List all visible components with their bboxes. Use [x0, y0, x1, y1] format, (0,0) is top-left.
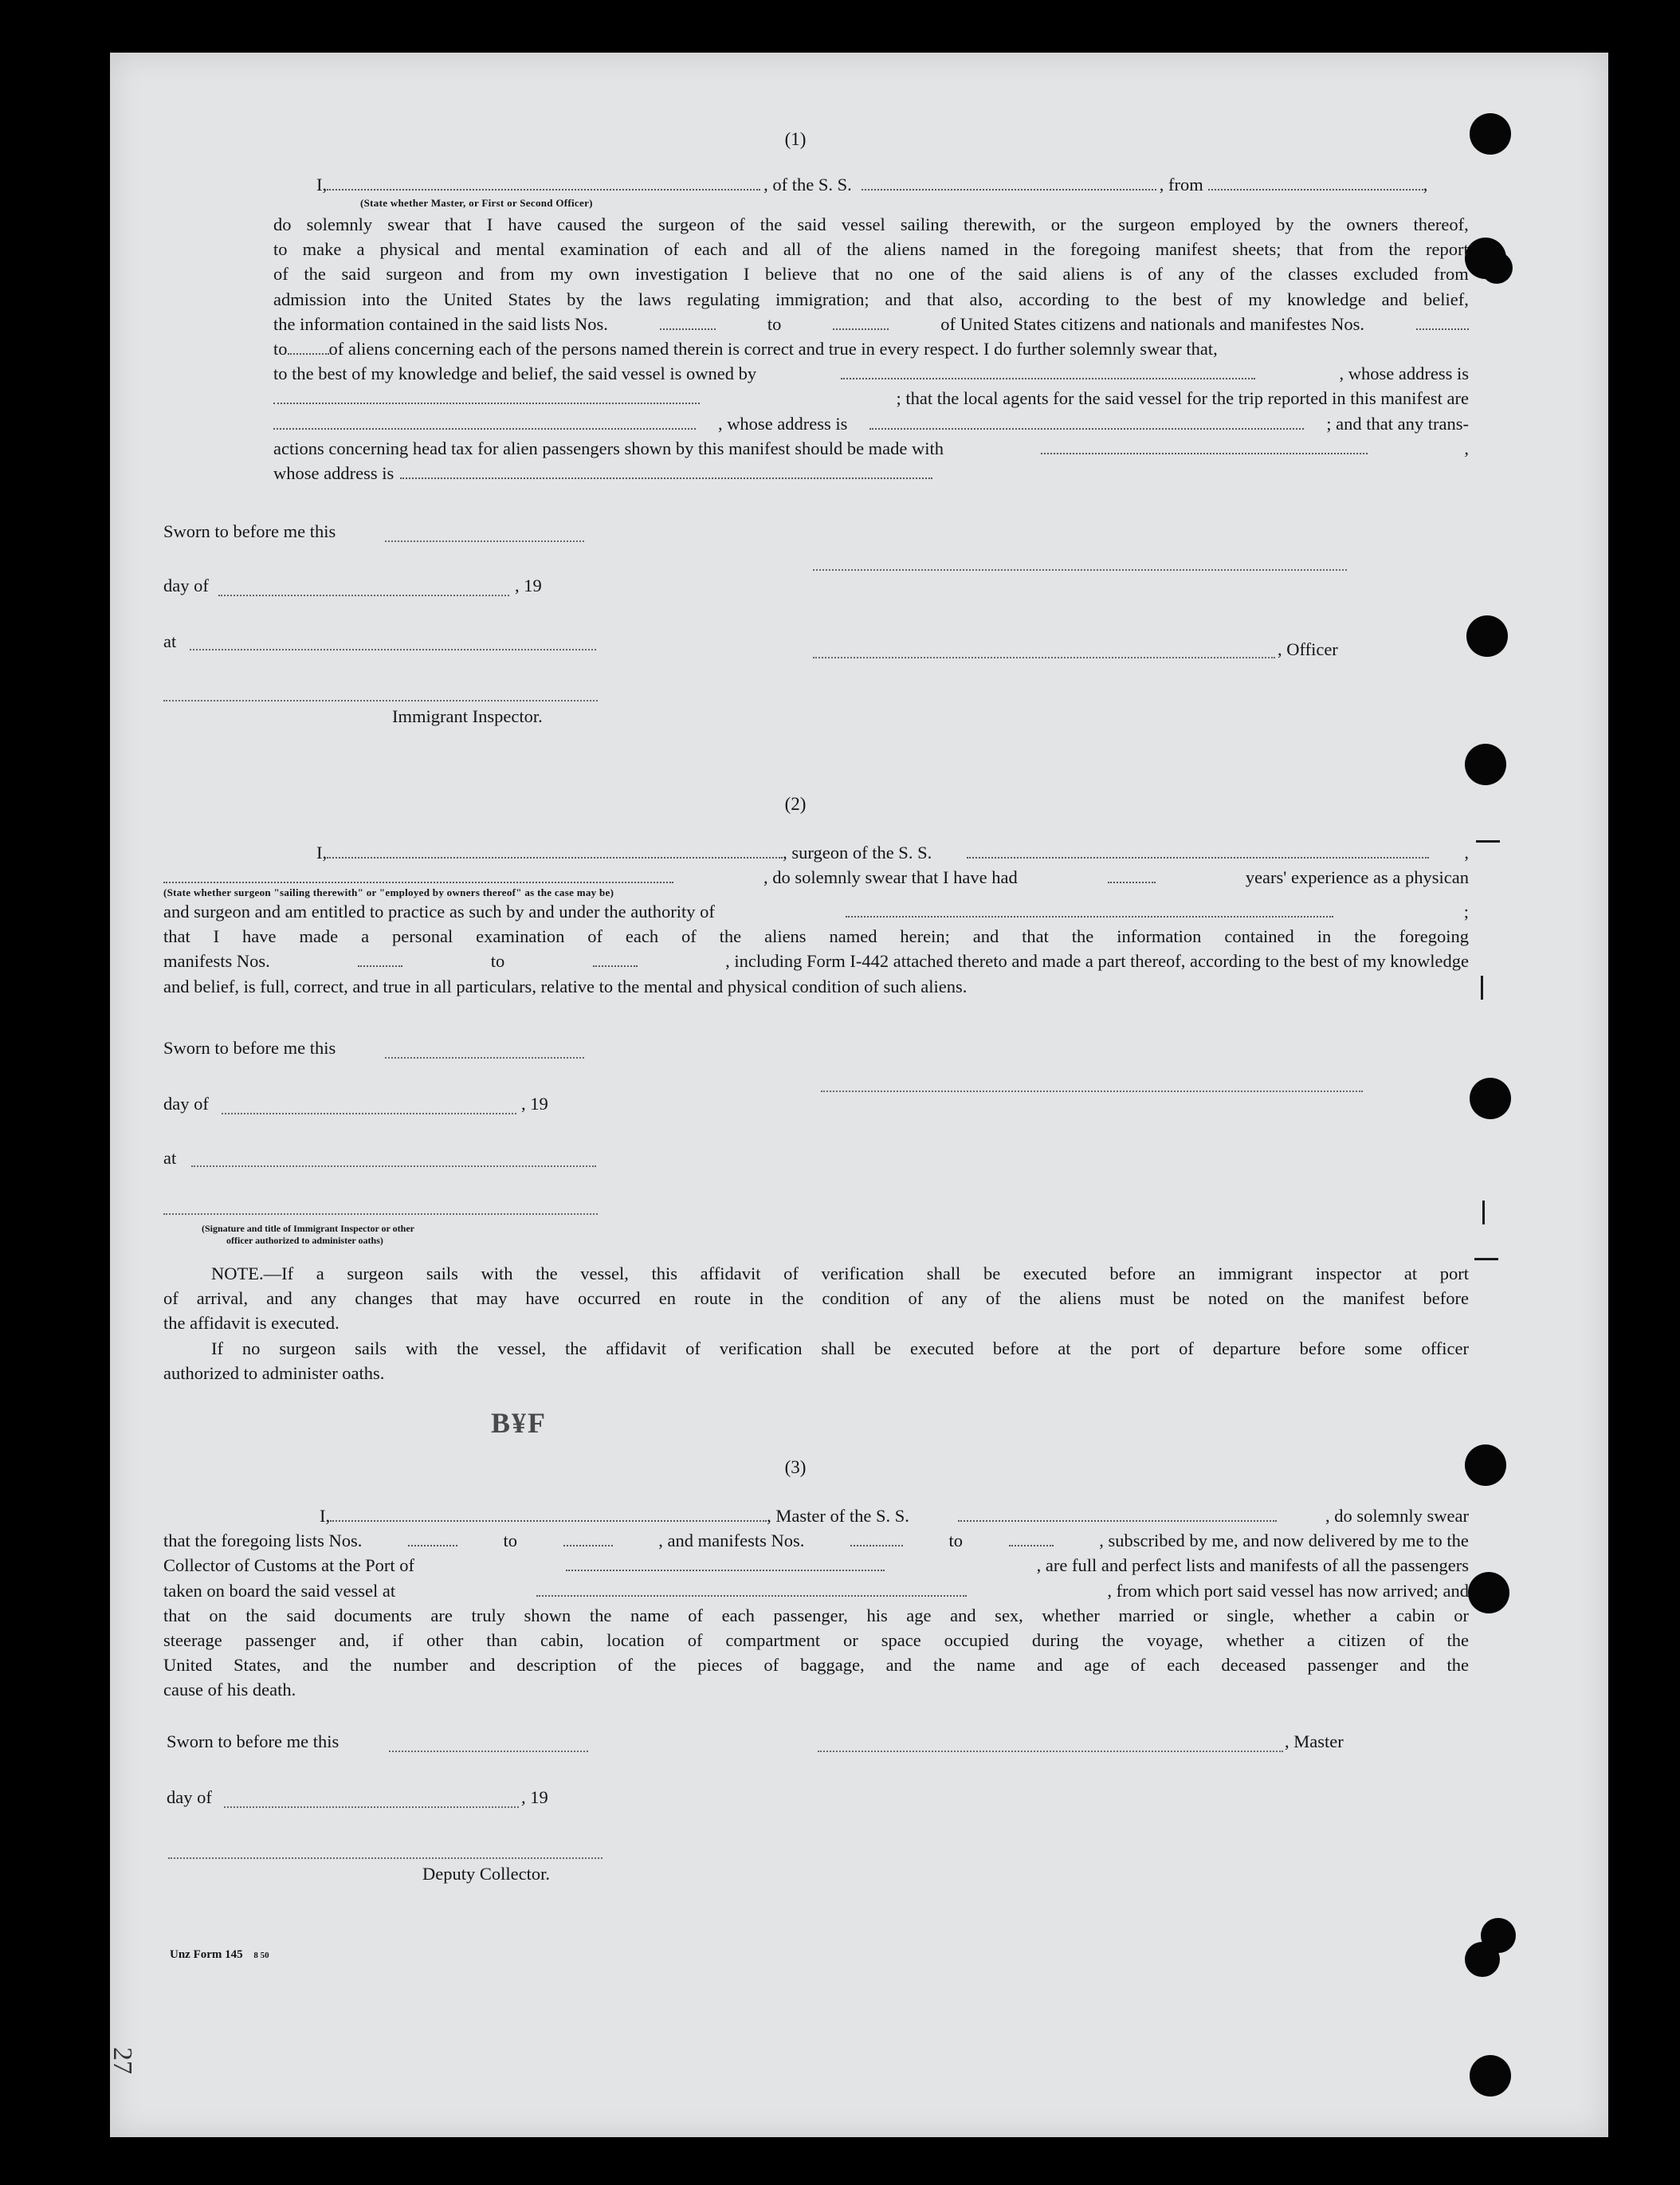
- s1-word: each: [693, 239, 728, 260]
- punch-hole: [1470, 1078, 1511, 1119]
- s3-sworn-label: Sworn to before me this: [167, 1731, 340, 1751]
- s1-word: do: [273, 214, 292, 234]
- s1-sworn-label: Sworn to before me this: [163, 521, 336, 541]
- s1-officer-title-field[interactable]: [813, 657, 1275, 658]
- s1-word: of: [1217, 289, 1233, 309]
- s2-day-field[interactable]: [222, 1113, 516, 1114]
- s1-word: from: [1338, 239, 1374, 260]
- s3-line-7: United States, and the number and description of the pieces of baggage, and the name and age of each deceased passenger and the: [163, 1655, 1469, 1676]
- s1-word: the: [1250, 264, 1273, 285]
- margin-tick: [1482, 1201, 1485, 1224]
- s2-ship-field[interactable]: [967, 852, 1429, 859]
- s1-ss-label: , of the S. S.: [763, 175, 852, 195]
- s1-word: belief,: [1423, 289, 1469, 309]
- s1-word: examination: [559, 239, 649, 260]
- s1-word: a: [356, 239, 365, 260]
- s1-word: in: [1003, 239, 1019, 260]
- s1-at-field[interactable]: [190, 649, 596, 650]
- form-page: [110, 53, 1608, 2137]
- s2-at-field[interactable]: [191, 1165, 596, 1167]
- s3-day-field[interactable]: [224, 1806, 519, 1808]
- s1-word: my: [550, 264, 574, 285]
- s1-word: investigation: [634, 264, 728, 285]
- s3-port-label: Collector of Customs at the Port of: [163, 1555, 414, 1576]
- s1-word: aliens: [884, 239, 926, 260]
- s3-line-8: cause of his death.: [163, 1680, 296, 1700]
- s1-word: the: [304, 264, 326, 285]
- s1-word: foregoing: [1070, 239, 1140, 260]
- s1-word: knowledge: [1287, 289, 1366, 309]
- s1-word: said: [1018, 264, 1047, 285]
- s1-word: employed: [1190, 214, 1261, 234]
- s3-lists-from-field[interactable]: [408, 1540, 457, 1546]
- s1-word: thereof,: [1413, 214, 1469, 234]
- s2-manifests-label: manifests Nos.: [163, 951, 270, 972]
- s1-word: named: [940, 239, 989, 260]
- s2-surgeon-label: , surgeon of the S. S.: [783, 843, 932, 863]
- note-line-2: of arrival, and any changes that may have occurred en route in the condition of any of the aliens must be noted on the manifest before: [163, 1288, 1469, 1309]
- s3-ship-field[interactable]: [958, 1515, 1277, 1522]
- s1-word: sailing: [900, 214, 948, 234]
- s1-day-field[interactable]: [218, 595, 509, 596]
- manifests-to-field[interactable]: [288, 348, 329, 355]
- s1-inspector-label: Immigrant Inspector.: [392, 706, 543, 726]
- s1-word: immigration;: [775, 289, 869, 309]
- s1-word: by: [567, 289, 585, 309]
- s3-dayof-label: day of: [167, 1787, 212, 1807]
- s3-board-label: taken on board the said vessel at: [163, 1580, 396, 1601]
- s3-i-label: I,: [320, 1506, 331, 1526]
- note-line-5: authorized to administer oaths.: [163, 1362, 385, 1383]
- s1-word: swear: [387, 214, 430, 234]
- s1-word: regulating: [687, 289, 760, 309]
- owner-field[interactable]: [841, 373, 1255, 379]
- note-block: [163, 1261, 1469, 1385]
- s1-officer-signature-field[interactable]: [813, 569, 1347, 571]
- punch-hole: [1466, 615, 1508, 657]
- officer-note: (State whether Master, or First or Second Officer): [360, 197, 593, 209]
- s1-word: that: [926, 289, 954, 309]
- s1-word: caused: [556, 214, 606, 234]
- section-2-number: (2): [784, 794, 807, 814]
- s2-line-6: and belief, is full, correct, and true in all particulars, relative to the mental and physical condition of such aliens.: [163, 976, 968, 996]
- s1-line: [273, 287, 1469, 312]
- headtax-address-field[interactable]: [400, 473, 932, 479]
- s1-word: aliens: [1062, 264, 1105, 285]
- manifests-from-field[interactable]: [1416, 324, 1469, 330]
- lists-from-field[interactable]: [660, 324, 716, 330]
- s2-dayof-label: day of: [163, 1094, 209, 1114]
- s1-word: the: [600, 289, 623, 309]
- s1-word: and: [454, 239, 481, 260]
- headtax-agent-field[interactable]: [1041, 448, 1368, 454]
- s1-word: sheets;: [1232, 239, 1282, 260]
- s1-word: and: [742, 239, 768, 260]
- s2-form-text: , including Form I-442 attached thereto and made a part thereof, according to the best of my knowledge: [725, 951, 1469, 972]
- s1-word: mental: [496, 239, 545, 260]
- s1-word: therewith,: [964, 214, 1036, 234]
- s1-lists-text: the information contained in the said lists Nos.: [273, 313, 608, 334]
- s2-inspector-signature-field[interactable]: [163, 1213, 598, 1215]
- s1-word: or: [1050, 214, 1066, 234]
- s1-word: from: [499, 264, 535, 285]
- s1-word: of: [273, 264, 289, 285]
- s1-word: own: [588, 264, 620, 285]
- s3-port-field[interactable]: [566, 1565, 885, 1571]
- s3-line-6: steerage passenger and, if other than cabin, location of compartment or space occupied during the voyage, whether a citizen of the: [163, 1629, 1469, 1650]
- s1-word: best: [1172, 289, 1202, 309]
- s1-to: to: [767, 313, 782, 334]
- s2-sworn-label: Sworn to before me this: [163, 1038, 336, 1058]
- s2-authority-text: and surgeon and am entitled to practice as such by and under the authority of: [163, 902, 715, 922]
- surgeon-status-field[interactable]: [163, 877, 673, 883]
- s1-word: that: [832, 264, 860, 285]
- master-name-field[interactable]: [330, 1515, 767, 1522]
- s2-signature-note-1: (Signature and title of Immigrant Inspector or other: [202, 1223, 414, 1234]
- s3-collector-label: Deputy Collector.: [422, 1864, 550, 1884]
- s2-at-label: at: [163, 1148, 177, 1168]
- s1-word: surgeon: [657, 214, 715, 234]
- s1-word: classes: [1288, 264, 1338, 285]
- s1-word: and: [1381, 289, 1408, 309]
- officer-name-field[interactable]: [327, 184, 760, 191]
- s1-trans-text: ; and that any trans-: [1326, 413, 1469, 434]
- s2-year-label: , 19: [521, 1094, 548, 1114]
- punch-hole: [1470, 2055, 1511, 2097]
- s1-word: the: [1309, 214, 1332, 234]
- s1-word: of: [1219, 264, 1235, 285]
- s1-sworn-date-field[interactable]: [385, 540, 584, 542]
- authority-field[interactable]: [846, 911, 1333, 918]
- s1-word: make: [302, 239, 342, 260]
- margin-number: 27: [108, 2047, 137, 2074]
- s1-word: solemnly: [306, 214, 373, 234]
- note-line-3: the affidavit is executed.: [163, 1313, 340, 1334]
- s1-word: the: [846, 239, 869, 260]
- s1-word: admission: [273, 289, 347, 309]
- s1-word: of: [950, 264, 965, 285]
- s3-to-2: to: [948, 1531, 964, 1551]
- s2-surgeon-signature-field[interactable]: [821, 1091, 1363, 1092]
- s1-word: of: [816, 239, 832, 260]
- s1-word: to: [1105, 289, 1120, 309]
- note-line-1: NOTE.—If a surgeon sails with the vessel, this affidavit of verification shall be executed before an immigrant inspector at port: [211, 1263, 1469, 1283]
- punch-hole: [1481, 252, 1513, 284]
- margin-tick: [1474, 1258, 1498, 1260]
- s1-dayof-label: day of: [163, 576, 209, 595]
- s1-year-label: , 19: [515, 576, 542, 595]
- form-number: Unz Form 145: [170, 1948, 243, 1961]
- s3-manifests-to-field[interactable]: [1009, 1540, 1054, 1546]
- s2-comma: ,: [1464, 843, 1469, 863]
- s3-line-5: that on the said documents are truly shown the name of each passenger, his age and sex, whether married or single, whether a cabin or: [163, 1605, 1469, 1625]
- s2-swear-text: , do solemnly swear that I have had: [763, 867, 1018, 888]
- s1-owned-text: to the best of my knowledge and belief, the said vessel is owned by: [273, 364, 757, 384]
- s3-lists-label: that the foregoing lists Nos.: [163, 1531, 363, 1551]
- s1-from-label: , from: [1159, 175, 1203, 195]
- s1-word: owners: [1346, 214, 1399, 234]
- ship-name-field[interactable]: [862, 184, 1156, 191]
- s1-line: [273, 261, 1469, 286]
- s1-at-label: at: [163, 631, 177, 651]
- form-id: [170, 1948, 269, 1962]
- s1-citizens-text: of United States citizens and nationals and manifestes Nos.: [940, 313, 1365, 334]
- punch-hole: [1470, 113, 1511, 155]
- s1-word: one: [909, 264, 935, 285]
- s1-inspector-signature-field[interactable]: [163, 700, 598, 701]
- ink-stamp: B¥F: [491, 1407, 548, 1439]
- s1-i-label: I,: [316, 175, 328, 195]
- lists-to-field[interactable]: [833, 324, 889, 330]
- s1-word: vessel: [841, 214, 885, 234]
- section-1-number: (1): [784, 129, 807, 149]
- s1-word: believe: [764, 264, 817, 285]
- s3-manifests-label: , and manifests Nos.: [658, 1531, 805, 1551]
- s1-word: have: [508, 214, 542, 234]
- s3-subscribed-text: , subscribed by me, and now delivered by me to the: [1099, 1531, 1469, 1551]
- s3-collector-signature-field[interactable]: [168, 1857, 603, 1859]
- s2-years-text: years' experience as a physican: [1245, 867, 1469, 888]
- punch-hole: [1465, 1444, 1506, 1486]
- s1-word: of: [1148, 264, 1163, 285]
- s1-line: [273, 212, 1469, 237]
- s1-word: according: [1019, 289, 1089, 309]
- s1-word: any: [1178, 264, 1205, 285]
- s1-whose-address: whose address is: [273, 462, 394, 483]
- s1-agents-text: ; that the local agents for the said vessel for the trip reported in this manifest are: [896, 388, 1469, 409]
- s1-word: physical: [379, 239, 440, 260]
- s1-word: the: [621, 214, 643, 234]
- s1-word: my: [1248, 289, 1272, 309]
- s1-agents-address-label: , whose address is: [717, 413, 848, 434]
- s3-master-label-sig: , Master: [1285, 1731, 1344, 1751]
- s1-line: [273, 237, 1469, 261]
- s1-word: also,: [969, 289, 1003, 309]
- s3-lists-to-field[interactable]: [563, 1540, 613, 1546]
- s1-word: that: [1296, 239, 1324, 260]
- s1-word: surgeon: [386, 264, 443, 285]
- s1-word: laws: [638, 289, 672, 309]
- s2-semicolon: ;: [1463, 902, 1469, 922]
- departure-port-field[interactable]: [1208, 184, 1423, 191]
- s3-master-label: , Master of the S. S.: [767, 1506, 909, 1526]
- s1-word: manifest: [1155, 239, 1218, 260]
- form-date: 8 50: [253, 1951, 269, 1960]
- s1-word: by: [1276, 214, 1294, 234]
- surgeon-name-field[interactable]: [327, 852, 783, 859]
- s1-word: the: [406, 289, 428, 309]
- s1-aliens-text: of aliens concerning each of the persons named therein is correct and true in every respect. I do further solemnly swear that,: [328, 338, 1218, 359]
- s1-word: said: [797, 214, 826, 234]
- s1-word: said: [341, 264, 371, 285]
- s3-master-signature-field[interactable]: [818, 1751, 1283, 1752]
- s2-sworn-date-field[interactable]: [385, 1057, 584, 1059]
- s3-year-label: , 19: [521, 1787, 548, 1807]
- s3-embark-port-field[interactable]: [536, 1590, 967, 1597]
- s1-word: from: [1434, 264, 1469, 285]
- agents-field[interactable]: [273, 423, 696, 430]
- s1-word: surgeon: [1118, 214, 1176, 234]
- s1-word: the: [1033, 239, 1055, 260]
- s1-word: the: [1135, 289, 1157, 309]
- s2-to: to: [490, 951, 505, 972]
- margin-tick: [1481, 976, 1483, 1000]
- s1-word: I: [743, 264, 750, 285]
- s1-to-2: to: [273, 338, 288, 359]
- s1-word: the: [1081, 214, 1104, 234]
- s1-comma: ,: [1423, 175, 1428, 195]
- s1-word: of: [729, 214, 745, 234]
- surgeon-note: (State whether surgeon "sailing therewith" or "employed by owners thereof" as the case may be): [163, 886, 614, 898]
- s1-word: States: [508, 289, 551, 309]
- s1-word: is: [1120, 264, 1132, 285]
- punch-hole: [1468, 1572, 1509, 1613]
- punch-hole: [1465, 744, 1506, 785]
- years-experience-field[interactable]: [1108, 877, 1156, 883]
- s1-word: all: [783, 239, 802, 260]
- s1-address-text: , whose address is: [1339, 364, 1469, 384]
- s1-word: that: [444, 214, 472, 234]
- s1-word: of: [664, 239, 679, 260]
- agents-address-field[interactable]: [869, 423, 1304, 430]
- s1-word: to: [273, 239, 288, 260]
- s1-word: I: [486, 214, 493, 234]
- margin-tick: [1476, 840, 1500, 843]
- s2-line-4: that I have made a personal examination of each of the aliens named herein; and that the information contained in the foregoing: [163, 926, 1469, 947]
- s1-word: excluded: [1353, 264, 1419, 285]
- s1-word: the: [760, 214, 783, 234]
- s1-word: into: [362, 289, 391, 309]
- s1-word: report: [1425, 239, 1469, 260]
- s1-word: no: [874, 264, 893, 285]
- s1-headtax-text: actions concerning head tax for alien passengers shown by this manifest should be made with: [273, 438, 944, 458]
- section-1-body: [273, 212, 1469, 485]
- s2-manifests-to-field[interactable]: [593, 961, 638, 967]
- s2-i-label: I,: [316, 843, 328, 863]
- s2-manifests-from-field[interactable]: [358, 961, 402, 967]
- s3-lists-text: , are full and perfect lists and manifests of all the passengers: [1036, 1555, 1469, 1576]
- s1-word: and: [885, 289, 912, 309]
- s3-swear-label: , do solemnly swear: [1325, 1506, 1469, 1526]
- s1-word: the: [1388, 239, 1411, 260]
- s1-word: and: [457, 264, 485, 285]
- s1-word: the: [980, 264, 1003, 285]
- s1-officer-label: , Officer: [1278, 639, 1338, 659]
- s2-signature-note-2: officer authorized to administer oaths): [226, 1235, 383, 1246]
- s3-arrived-text: , from which port said vessel has now arrived; and: [1107, 1580, 1469, 1601]
- s1-word: United: [443, 289, 493, 309]
- s3-manifests-from-field[interactable]: [850, 1540, 903, 1546]
- s3-sworn-date-field[interactable]: [389, 1751, 588, 1752]
- owner-address-field[interactable]: [273, 398, 700, 404]
- punch-hole: [1465, 1942, 1500, 1977]
- s1-comma-2: ,: [1464, 438, 1469, 458]
- s3-to-1: to: [503, 1531, 518, 1551]
- note-line-4: If no surgeon sails with the vessel, the affidavit of verification shall be executed before at the port of departure before some officer: [211, 1338, 1469, 1358]
- section-3-number: (3): [784, 1457, 807, 1477]
